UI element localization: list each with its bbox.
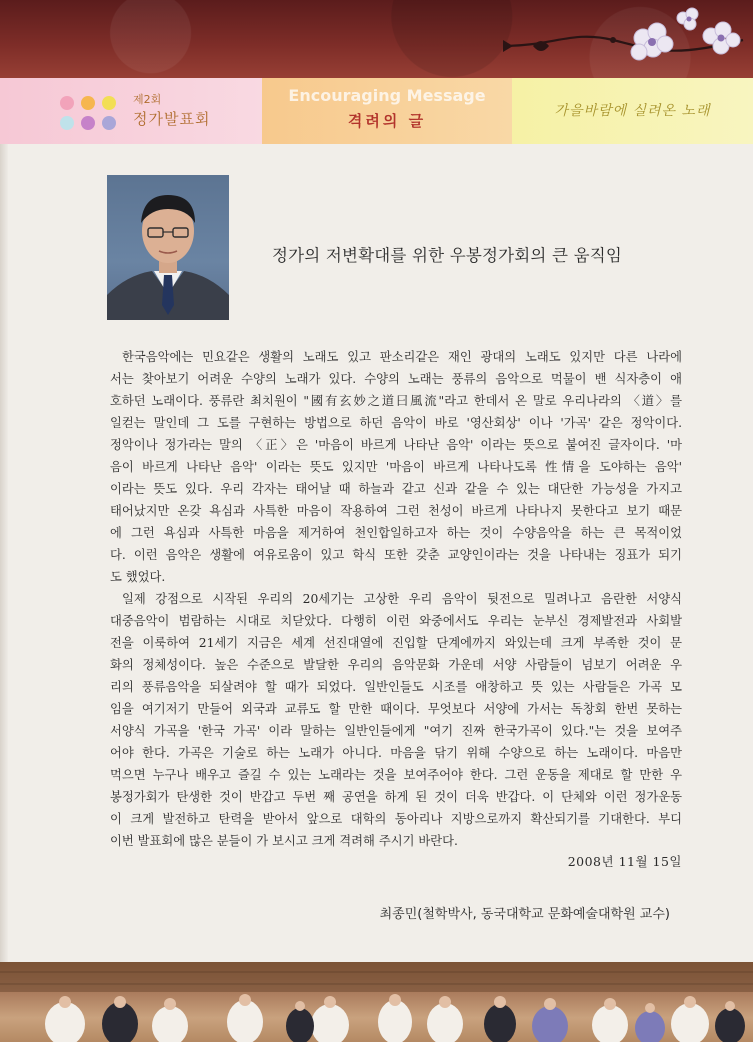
concert-name: 정가발표회 [133, 110, 211, 128]
english-section-title: Encouraging Message [288, 86, 486, 105]
text-line: 리의 풍류음악을 되살려야 할 때가 되었다. 일반인들도 시조를 애창하고 뜻 있는 사람들은 가곡 모 [110, 680, 682, 694]
text-line: 정악이나 정가라는 말의 〈正〉은 '마음이 바르게 나타난 음악' 이라는 뜻으로 붙여진 글자이다. '마 [110, 438, 682, 452]
section-header [0, 78, 753, 144]
program-title: 가을바람에 실려온 노래 [554, 103, 711, 119]
section-title: 격려의 글 [347, 112, 427, 130]
text-line: 태어났지만 온갖 욕심과 사특한 마음이 작용하여 그런 천성이 바르게 나타나지 못한다고 보기 때문 [110, 504, 682, 518]
text-line: 한국음악에는 민요같은 생활의 노래도 있고 판소리같은 재인 광대의 노래도 있지만 다른 나라에 [122, 350, 682, 364]
text-line: 봉정가회가 탄생한 것이 반갑고 두번 째 공연을 하게 된 것이 더욱 반갑다. 이 단체와 이런 정가운동 [110, 790, 682, 804]
section-tab [262, 78, 512, 144]
article-body [110, 346, 682, 852]
paragraph-2 [110, 588, 682, 852]
text-line: 화의 정체성이다. 높은 수준으로 발달한 우리의 음악문화 가운데 서양 사람들이 넘보기 어려운 우 [110, 658, 682, 672]
text-line: 임을 여기저기 만들어 외국과 교류도 할 만한 때이다. 무엇보다 서양에 가서는 독창회 한번 못하는 [110, 702, 682, 716]
concert-tab [0, 78, 262, 144]
program-tab [512, 78, 753, 144]
text-line: 서는 찾아보기 어려운 수양의 노래가 있다. 수양의 노래는 풍류의 음악으로 먹물이 밴 식자층이 애 [110, 372, 682, 386]
decorative-top-band [0, 0, 753, 82]
text-line: 이번 발표회에 많은 분들이 가 보시고 크게 격려해 주시기 바란다. [110, 834, 458, 848]
text-line: 다. 이런 음악은 생활에 여유로움이 있고 학식 또한 갖춘 교양인이라는 것을 나타내는 징표가 되기 [110, 548, 682, 562]
text-line: 일제 강점으로 시작된 우리의 20세기는 고상한 우리 음악이 뒷전으로 밀려나고 음란한 서양식 [122, 592, 682, 606]
text-line: 호하던 노래이다. 풍류란 최치원이 "國有玄妙之道曰風流"라고 한데서 온 말로 우리나라의 〈道〉를 [110, 394, 682, 408]
paragraph-1 [110, 346, 682, 588]
text-line: 음이 바르게 나타난 음악' 이라는 뜻도 있지만 '마음이 바르게 나타나도록 性情을 도야하는 음악' [110, 460, 682, 474]
flower-ornament-icon [493, 0, 753, 82]
text-line: 대중음악이 범람하는 시대로 치닫았다. 다행히 이런 와중에서도 우리는 눈부신 경제발전과 사회발 [110, 614, 682, 628]
text-line: 전을 이룩하여 21세기 지금은 세계 선진대열에 진입할 단계에까지 와있는데 크게 부족한 것이 문 [110, 636, 682, 650]
issue-number: 제2회 [133, 93, 162, 106]
text-line: 도 했었다. [110, 570, 166, 584]
text-line: 이 크게 발전하고 탄력을 받아서 앞으로 대학의 동아리나 지방으로까지 확산되기를 기대한다. 부디 [110, 812, 682, 826]
text-line: 일컫는 말인데 그 도를 구현하는 방법으로 하던 음악이 바로 '영산회상' 이나 '가곡' 같은 정악이다. [110, 416, 682, 430]
performance-photo-strip [0, 962, 753, 1042]
author-portrait [107, 175, 229, 320]
text-line: 서양식 가곡을 '한국 가곡' 이라 말하는 일반인들에게 "여기 진짜 한국가곡이 있다."는 것을 보여주 [110, 724, 682, 738]
text-line: 어야 한다. 가곡은 기술로 하는 노래가 아니다. 마음을 닦기 위해 수양으로 하는 노래이다. 마음만 [110, 746, 682, 760]
article-date: 2008년 11월 15일 [567, 854, 682, 869]
text-line: 에 그런 욕심과 사특한 마음을 제거하여 천인합일하고자 하는 것이 수양음악을 하는 큰 목적이었 [110, 526, 682, 540]
article-headline: 정가의 저변확대를 위한 우봉정가회의 큰 움직임 [272, 246, 623, 265]
text-line: 이라는 뜻도 있다. 우리 각자는 태어날 때 하늘과 같고 신과 같을 수 있는 대단한 가능성을 가지고 [110, 482, 682, 496]
author-signature: 최종민(철학박사, 동국대학교 문화예술대학원 교수) [379, 907, 670, 922]
page-gutter [0, 0, 8, 1042]
color-dots-icon [60, 92, 124, 132]
text-line: 먹으면 누구나 배우고 즐길 수 있는 노래라는 것을 보여주어야 한다. 그런 운동을 제대로 할 만한 우 [110, 768, 682, 782]
